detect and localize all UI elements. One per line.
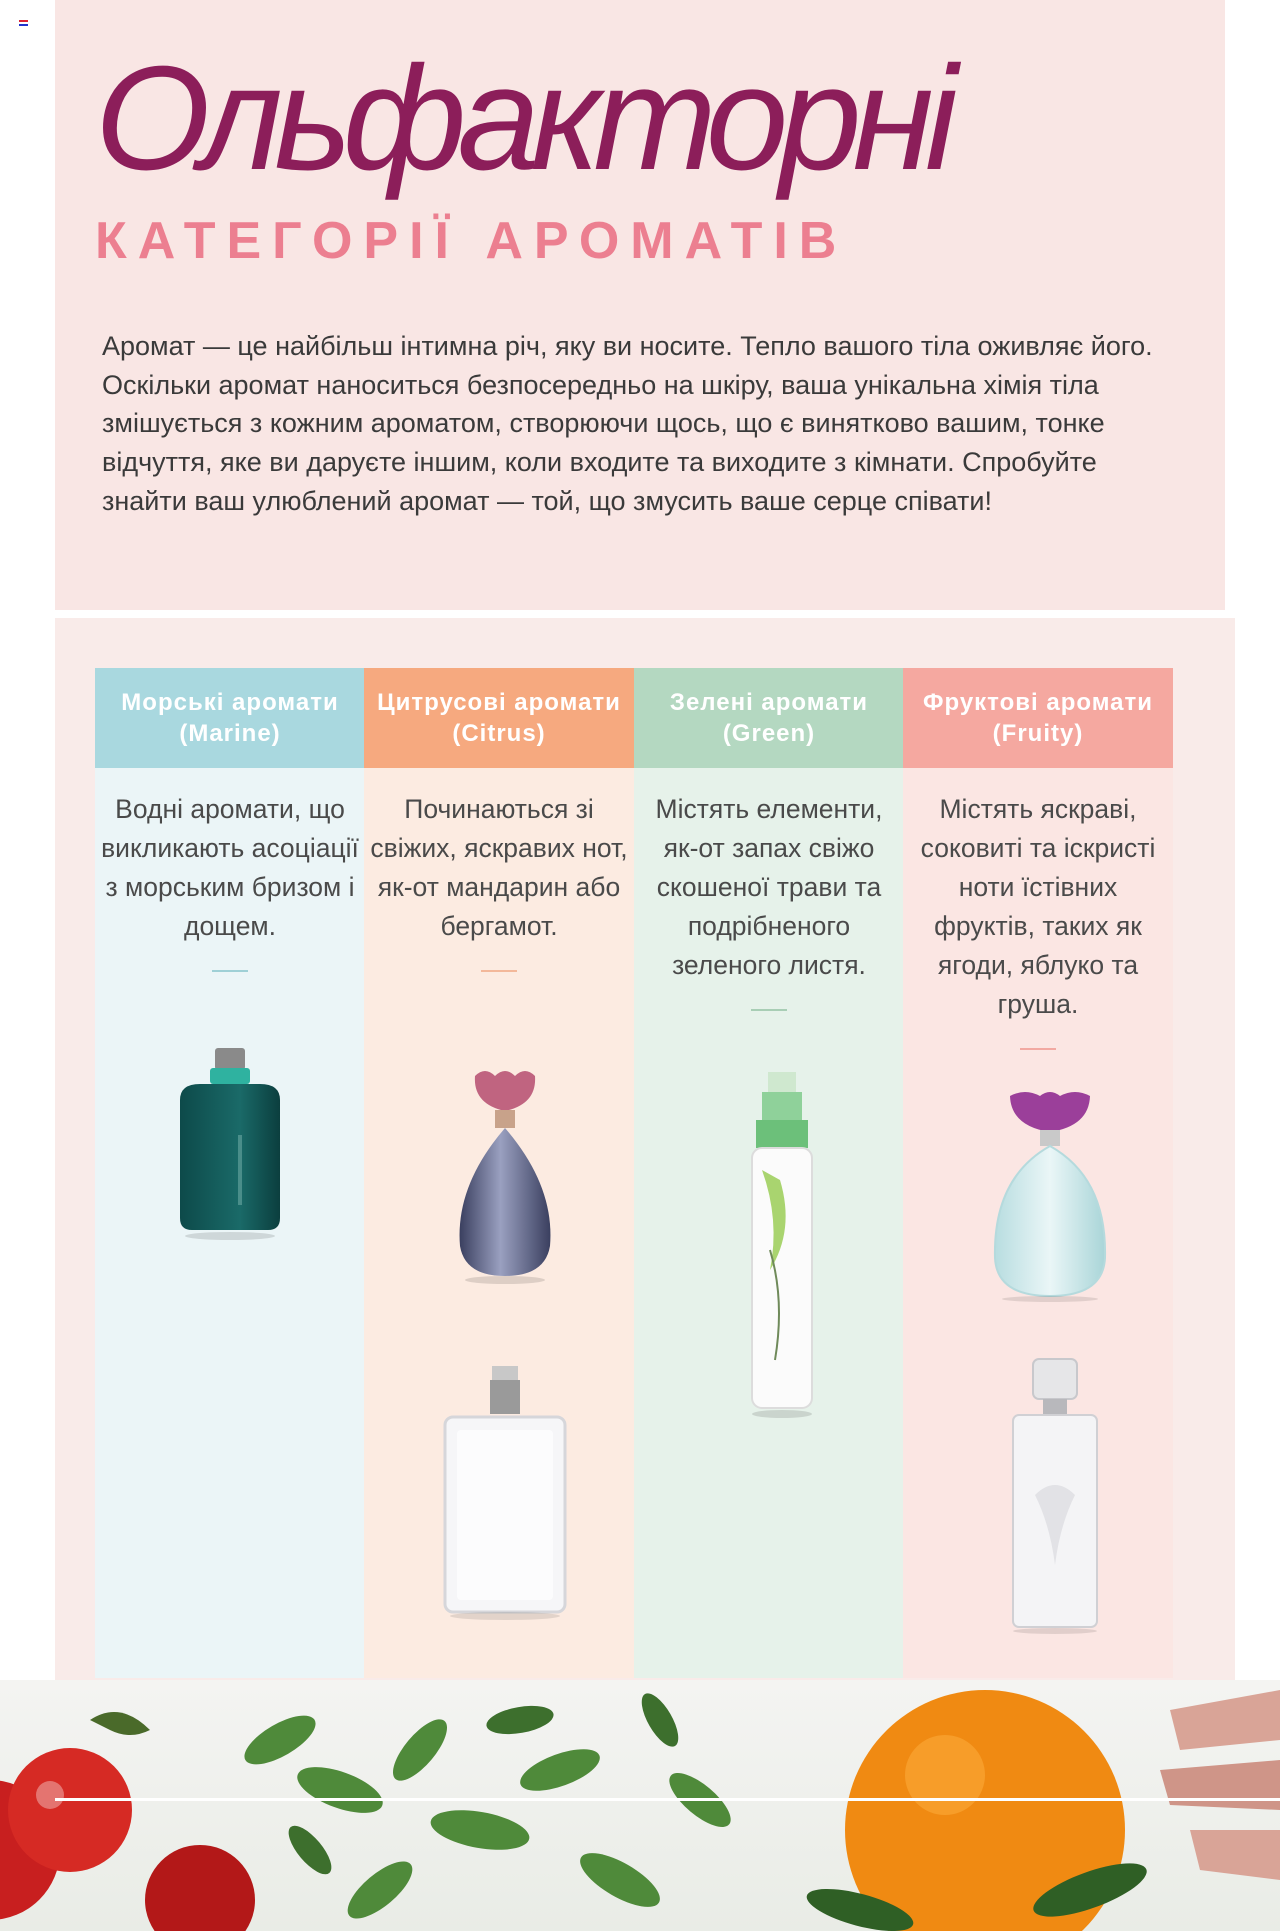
- category-name: Цитрусові аромати: [377, 689, 621, 716]
- category-description: Водні аромати, що викликають асоціації з морським бризом і дощем.: [101, 794, 359, 941]
- divider-dash: [212, 970, 248, 972]
- category-name: Морські аромати: [121, 689, 339, 716]
- fruity-bottle-image: [985, 1088, 1115, 1303]
- marine-bottle-image: [170, 1040, 290, 1240]
- category-latin: (Marine): [179, 720, 281, 747]
- intro-paragraph: Аромат — це найбільш інтимна річ, яку ви носите. Тепло вашого тіла оживляє його. Оскільки аромат наноситься безпосередньо на шкіру, ваша унікальна хімія тіла змішується з кожним ароматом, створюючи щось, що є винятково вашим, тонке відчуття, яке ви даруєте іншим, коли входите та виходите з кімнати. Спробуйте знайти ваш улюблений аромат — той, що змусить ваше серце співати!: [102, 331, 1153, 516]
- category-latin: (Green): [722, 720, 816, 747]
- citrus-bottle-image: [445, 1066, 565, 1286]
- category-header: [95, 668, 365, 768]
- citrus-clear-bottle-image: [435, 1362, 575, 1622]
- divider-dash: [481, 970, 517, 972]
- section-divider: [55, 612, 1225, 615]
- fruity-tall-bottle-image: [1005, 1355, 1105, 1635]
- category-header: [903, 668, 1173, 768]
- flag-icon: [19, 20, 28, 26]
- category-description: Містять елементи, як-от запах свіжо скошеної трави та подрібненого зеленого листя.: [655, 794, 883, 980]
- divider-dash: [751, 1009, 787, 1011]
- category-header: [634, 668, 904, 768]
- ingredients-photo: [0, 1680, 1280, 1931]
- category-header: [364, 668, 634, 768]
- ingredients-illustration: [0, 1680, 1280, 1931]
- category-name: Фруктові аромати: [922, 689, 1154, 716]
- category-latin: (Fruity): [992, 720, 1084, 747]
- category-latin: (Citrus): [452, 720, 546, 747]
- category-description: Починаються зі свіжих, яскравих нот, як-от мандарин або бергамот.: [370, 794, 628, 941]
- green-spray-bottle-image: [740, 1070, 830, 1420]
- page-title: Ольфакторні: [95, 36, 949, 201]
- page-subtitle: КАТЕГОРІЇ АРОМАТІВ: [95, 212, 848, 270]
- category-description: Містять яскраві, соковиті та іскристі ноти їстівних фруктів, таких як ягоди, яблуко та груша.: [920, 794, 1156, 1019]
- category-name: Зелені аромати: [669, 689, 869, 716]
- divider-dash: [1020, 1048, 1056, 1050]
- bottom-divider: [55, 1798, 1280, 1801]
